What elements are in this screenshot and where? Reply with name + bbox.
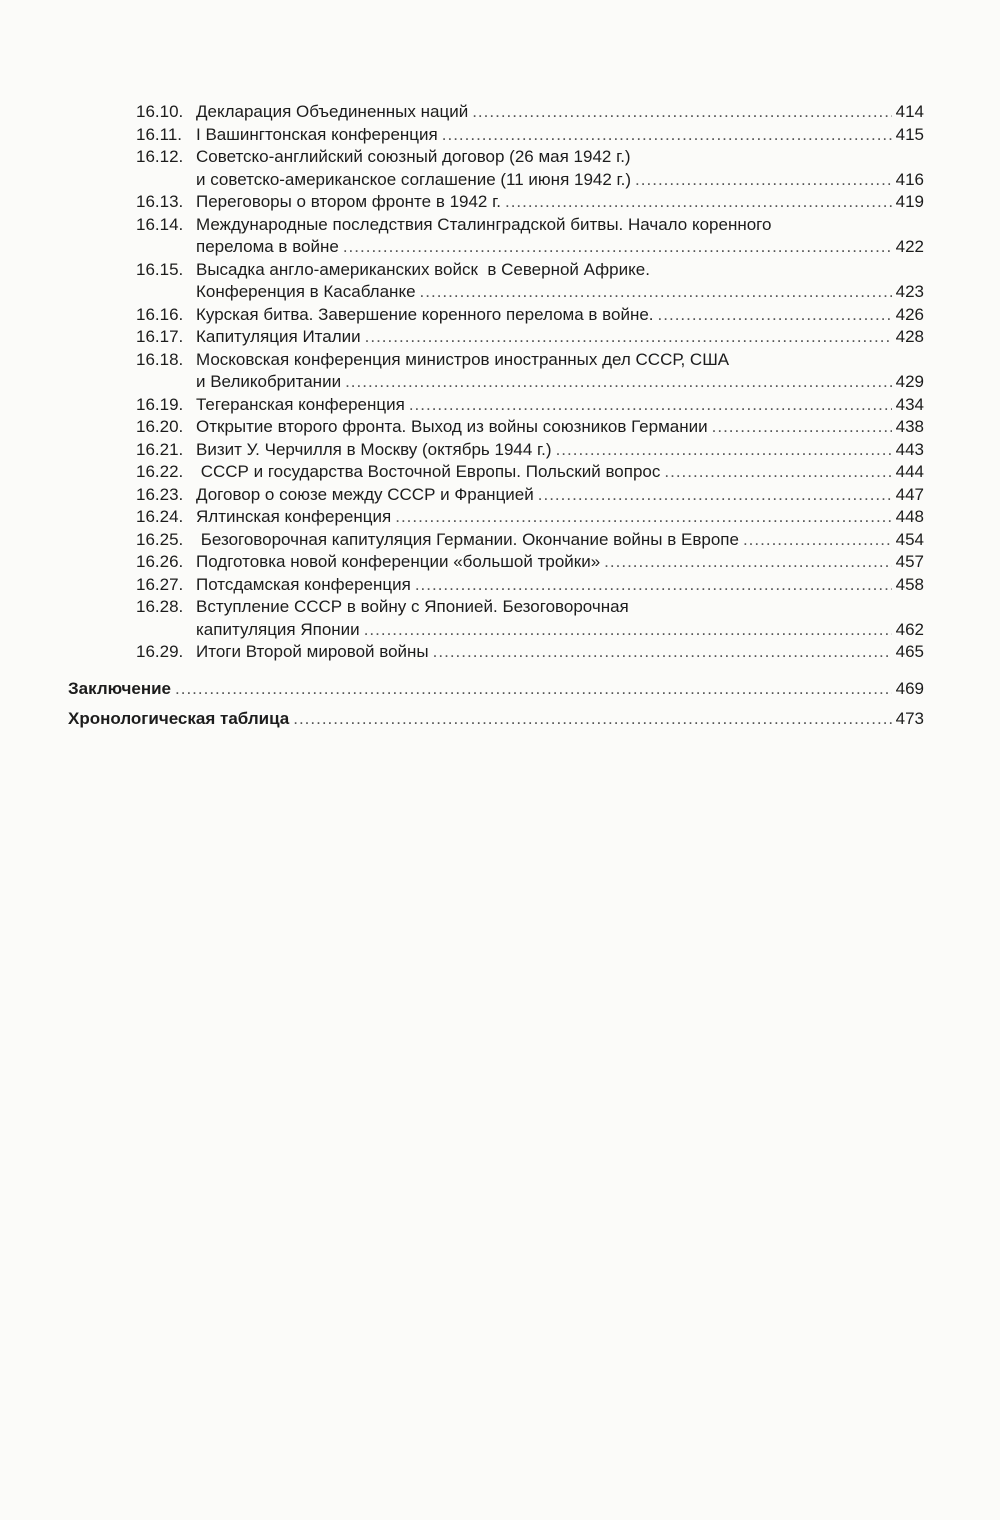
toc-entry-title: Международные последствия Сталинградской битвы. Начало коренного xyxy=(196,214,772,234)
toc-entry-line xyxy=(196,461,924,484)
toc-entry-title: Вступление СССР в войну с Японией. Безоговорочная xyxy=(196,597,629,616)
toc-entry-number: 16.27. xyxy=(136,574,184,594)
toc-entry-line xyxy=(196,101,924,124)
toc-main-title: Хронологическая таблица xyxy=(68,708,290,728)
toc-entry-number: 16.16. xyxy=(136,304,184,324)
toc-entry-title: и советско-американское соглашение (11 июня 1942 г.) xyxy=(196,169,632,189)
toc-entry xyxy=(68,326,924,349)
toc-entry-number: 16.21. xyxy=(136,439,184,459)
toc-entry-page: 414 xyxy=(895,102,924,121)
toc-entry xyxy=(68,259,924,304)
toc-entry-number: 16.11. xyxy=(136,124,183,144)
toc-entry xyxy=(68,551,924,574)
dot-leader xyxy=(635,169,892,192)
toc-entry-line xyxy=(196,506,924,529)
dot-leader xyxy=(556,439,892,462)
toc-entry-title: I Вашингтонская конференция xyxy=(196,124,438,144)
toc-entry-line xyxy=(196,236,924,259)
toc-entry-title: перелома в войне xyxy=(196,237,339,256)
toc-entry-line xyxy=(196,371,924,394)
toc-entry-page: 462 xyxy=(895,619,924,639)
dot-leader xyxy=(658,304,892,327)
toc-entry-number: 16.23. xyxy=(136,484,184,504)
toc-entry xyxy=(68,461,924,484)
toc-main-section xyxy=(68,708,924,730)
toc-entry-line xyxy=(196,259,924,282)
toc-entry-number: 16.13. xyxy=(136,192,184,211)
dot-leader xyxy=(175,678,892,700)
toc-entry-line xyxy=(196,281,924,304)
toc-entry-number: 16.26. xyxy=(136,552,184,571)
toc-entry-title: Конференция в Касабланке xyxy=(196,282,416,301)
toc-entry-title: Потсдамская конференция xyxy=(196,574,411,594)
toc-main-line xyxy=(68,708,924,730)
toc-entry-page: 444 xyxy=(895,462,924,481)
toc-entry-title: Безоговорочная капитуляция Германии. Окончание войны в Европе xyxy=(196,529,739,549)
toc-entry-line xyxy=(196,146,924,169)
toc-entry-line xyxy=(196,214,924,237)
toc-entry xyxy=(68,416,924,439)
toc-entry-page: 458 xyxy=(895,574,924,594)
dot-leader xyxy=(293,708,891,730)
dot-leader xyxy=(345,371,892,394)
dot-leader xyxy=(664,461,891,484)
toc-entry-page: 419 xyxy=(895,192,924,211)
dot-leader xyxy=(364,619,892,642)
toc-entry-number: 16.28. xyxy=(136,597,184,616)
toc-entry-title: Капитуляция Италии xyxy=(196,327,361,346)
toc-entry-title: Курская битва. Завершение коренного перелома в войне. xyxy=(196,304,654,324)
toc-entry-title: Открытие второго фронта. Выход из войны союзников Германии xyxy=(196,417,708,436)
toc-entry-line xyxy=(196,416,924,439)
toc-entry xyxy=(68,304,924,327)
toc-entry-number: 16.18. xyxy=(136,349,184,369)
dot-leader xyxy=(420,281,892,304)
toc-entry-title: Высадка англо-американских войск в Северной Африке. xyxy=(196,259,650,279)
toc-entry-line xyxy=(196,574,924,597)
toc-entry-title: СССР и государства Восточной Европы. Польский вопрос xyxy=(196,462,661,481)
toc-entry-line xyxy=(196,394,924,417)
toc-entry xyxy=(68,596,924,641)
dot-leader xyxy=(409,394,892,417)
toc-entry xyxy=(68,439,924,462)
toc-entry-title: Советско-английский союзный договор (26 мая 1942 г.) xyxy=(196,147,631,166)
dot-leader xyxy=(442,124,892,147)
dot-leader xyxy=(743,529,892,552)
toc-entry xyxy=(68,146,924,191)
toc-entry-page: 429 xyxy=(895,372,924,391)
toc-entry-title: Договор о союзе между СССР и Францией xyxy=(196,484,534,504)
toc-entry-title: Подготовка новой конференции «большой тройки» xyxy=(196,552,601,571)
toc-main-line xyxy=(68,678,924,700)
toc-entry-page: 416 xyxy=(895,169,924,189)
toc-entry-number: 16.22. xyxy=(136,462,184,481)
toc-entry-number: 16.29. xyxy=(136,642,184,661)
toc-entry-title: Визит У. Черчилля в Москву (октябрь 1944 г.) xyxy=(196,439,552,459)
toc-entry-page: 457 xyxy=(895,552,924,571)
toc-entry-line xyxy=(196,529,924,552)
toc-entry-number: 16.14. xyxy=(136,214,184,234)
dot-leader xyxy=(415,574,892,597)
toc-entry-page: 434 xyxy=(895,394,924,414)
dot-leader xyxy=(604,551,891,574)
toc-entry xyxy=(68,394,924,417)
toc-entry-title: Ялтинская конференция xyxy=(196,507,392,526)
toc-entry-page: 454 xyxy=(895,529,924,549)
dot-leader xyxy=(472,101,891,124)
dot-leader xyxy=(395,506,891,529)
toc-entry-line xyxy=(196,484,924,507)
toc-entry xyxy=(68,574,924,597)
toc-entry-line xyxy=(196,641,924,664)
toc-entry-page: 422 xyxy=(895,237,924,256)
toc-entry-line xyxy=(196,619,924,642)
toc-entry-page: 415 xyxy=(895,124,924,144)
toc-entry xyxy=(68,641,924,664)
dot-leader xyxy=(365,326,892,349)
toc-entry-number: 16.12. xyxy=(136,147,184,166)
toc-entry-number: 16.25. xyxy=(136,529,184,549)
toc-entry xyxy=(68,529,924,552)
toc-entry-page: 465 xyxy=(895,642,924,661)
toc-entry-title: и Великобритании xyxy=(196,372,342,391)
toc-entry-title: Московская конференция министров иностранных дел СССР, США xyxy=(196,349,730,369)
toc-entry-page: 443 xyxy=(895,439,924,459)
dot-leader xyxy=(505,191,892,214)
toc-entry xyxy=(68,349,924,394)
toc-entry-line xyxy=(196,304,924,327)
toc-entry-page: 448 xyxy=(895,507,924,526)
toc-entry-line xyxy=(196,349,924,372)
toc-entry xyxy=(68,506,924,529)
toc-entry-page: 426 xyxy=(895,304,924,324)
toc-entry xyxy=(68,214,924,259)
toc-entry-number: 16.17. xyxy=(136,327,184,346)
toc-main-page: 473 xyxy=(895,708,924,728)
toc-entry-number: 16.24. xyxy=(136,507,184,526)
toc-entry-page: 438 xyxy=(895,417,924,436)
dot-leader xyxy=(343,236,892,259)
toc-main-section xyxy=(68,678,924,700)
toc-entry-line xyxy=(196,439,924,462)
toc-entry-page: 423 xyxy=(895,282,924,301)
toc-entry-line xyxy=(196,326,924,349)
toc-entry-page: 447 xyxy=(895,484,924,504)
toc-entry-title: капитуляция Японии xyxy=(196,619,360,639)
toc-entry-line xyxy=(196,124,924,147)
toc-entry xyxy=(68,124,924,147)
toc-entry-title: Итоги Второй мировой войны xyxy=(196,642,429,661)
toc-main-title: Заключение xyxy=(68,678,171,698)
toc-entry xyxy=(68,101,924,124)
toc-main-page: 469 xyxy=(895,678,924,698)
toc-entry-number: 16.20. xyxy=(136,417,184,436)
toc-entry-title: Декларация Объединенных наций xyxy=(196,102,469,121)
toc-entry xyxy=(68,484,924,507)
dot-leader xyxy=(712,416,892,439)
toc-entry-page: 428 xyxy=(895,327,924,346)
table-of-contents xyxy=(68,101,924,730)
toc-entry-title: Переговоры о втором фронте в 1942 г. xyxy=(196,192,501,211)
dot-leader xyxy=(538,484,892,507)
toc-entry-line xyxy=(196,551,924,574)
toc-entry-title: Тегеранская конференция xyxy=(196,394,405,414)
dot-leader xyxy=(433,641,892,664)
toc-entry-line xyxy=(196,596,924,619)
toc-entry xyxy=(68,191,924,214)
toc-entry-number: 16.19. xyxy=(136,394,184,414)
toc-entry-number: 16.15. xyxy=(136,259,184,279)
toc-entry-number: 16.10. xyxy=(136,102,184,121)
toc-entry-line xyxy=(196,191,924,214)
toc-entry-line xyxy=(196,169,924,192)
